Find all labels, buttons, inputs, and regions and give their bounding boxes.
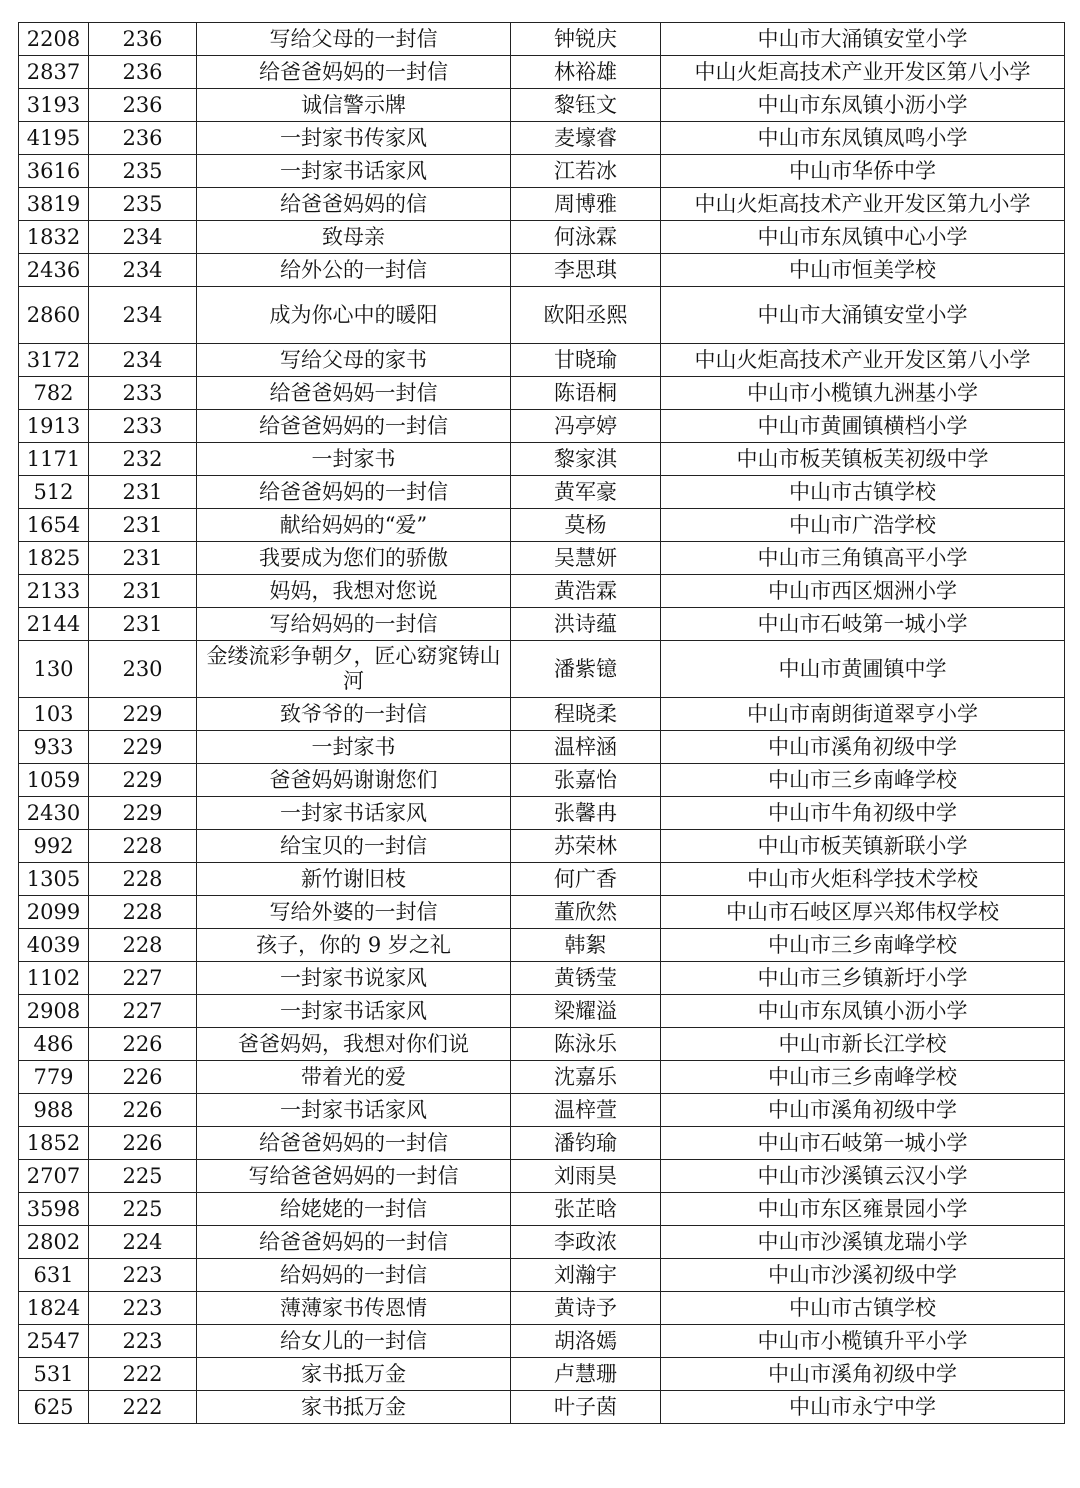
work-title-cell: 一封家书	[197, 443, 511, 476]
table-row	[19, 344, 1065, 377]
school-cell: 中山市东区雍景园小学	[661, 1193, 1065, 1226]
table-row	[19, 797, 1065, 830]
table-row	[19, 1358, 1065, 1391]
author-cell: 沈嘉乐	[511, 1061, 661, 1094]
score-cell: 234	[89, 254, 197, 287]
work-title-cell: 我要成为您们的骄傲	[197, 542, 511, 575]
entry-id-cell: 933	[19, 731, 89, 764]
score-cell: 231	[89, 476, 197, 509]
entry-id-cell: 2547	[19, 1325, 89, 1358]
work-title-cell: 给爸爸妈妈的信	[197, 188, 511, 221]
score-cell: 228	[89, 863, 197, 896]
work-title-cell: 一封家书话家风	[197, 797, 511, 830]
score-cell: 233	[89, 410, 197, 443]
table-row	[19, 476, 1065, 509]
school-cell: 中山市东凤镇小沥小学	[661, 995, 1065, 1028]
entry-id-cell: 2099	[19, 896, 89, 929]
table-row	[19, 1028, 1065, 1061]
entry-id-cell: 1824	[19, 1292, 89, 1325]
entry-id-cell: 512	[19, 476, 89, 509]
author-cell: 张芷晗	[511, 1193, 661, 1226]
table-row	[19, 1061, 1065, 1094]
score-cell: 236	[89, 89, 197, 122]
school-cell: 中山市古镇学校	[661, 476, 1065, 509]
entry-id-cell: 1913	[19, 410, 89, 443]
author-cell: 潘紫镱	[511, 641, 661, 698]
school-cell: 中山市南朗街道翠亨小学	[661, 698, 1065, 731]
table-row	[19, 1259, 1065, 1292]
score-cell: 223	[89, 1292, 197, 1325]
table-row	[19, 254, 1065, 287]
table-row	[19, 608, 1065, 641]
entry-id-cell: 486	[19, 1028, 89, 1061]
author-cell: 甘晓瑜	[511, 344, 661, 377]
school-cell: 中山市三乡镇新圩小学	[661, 962, 1065, 995]
score-cell: 223	[89, 1325, 197, 1358]
score-cell: 229	[89, 698, 197, 731]
school-cell: 中山市小榄镇九洲基小学	[661, 377, 1065, 410]
author-cell: 胡洛嫣	[511, 1325, 661, 1358]
score-cell: 226	[89, 1127, 197, 1160]
author-cell: 董欣然	[511, 896, 661, 929]
entry-id-cell: 2860	[19, 287, 89, 344]
entry-id-cell: 3819	[19, 188, 89, 221]
school-cell: 中山市沙溪初级中学	[661, 1259, 1065, 1292]
entry-id-cell: 782	[19, 377, 89, 410]
table-body	[19, 23, 1065, 1424]
school-cell: 中山市牛角初级中学	[661, 797, 1065, 830]
table-row	[19, 1325, 1065, 1358]
work-title-cell: 爸爸妈妈谢谢您们	[197, 764, 511, 797]
author-cell: 黎钰文	[511, 89, 661, 122]
author-cell: 刘雨昊	[511, 1160, 661, 1193]
author-cell: 钟锐庆	[511, 23, 661, 56]
table-row	[19, 641, 1065, 698]
entry-id-cell: 2430	[19, 797, 89, 830]
work-title-cell: 家书抵万金	[197, 1358, 511, 1391]
school-cell: 中山市板芙镇新联小学	[661, 830, 1065, 863]
school-cell: 中山市永宁中学	[661, 1391, 1065, 1424]
entry-id-cell: 2802	[19, 1226, 89, 1259]
table-row	[19, 1193, 1065, 1226]
author-cell: 梁耀溢	[511, 995, 661, 1028]
score-cell: 227	[89, 962, 197, 995]
author-cell: 苏荣林	[511, 830, 661, 863]
school-cell: 中山市新长江学校	[661, 1028, 1065, 1061]
entry-id-cell: 1832	[19, 221, 89, 254]
score-cell: 228	[89, 830, 197, 863]
entry-id-cell: 2436	[19, 254, 89, 287]
author-cell: 韩絮	[511, 929, 661, 962]
work-title-cell: 致爷爷的一封信	[197, 698, 511, 731]
author-cell: 何泳霖	[511, 221, 661, 254]
entry-id-cell: 1825	[19, 542, 89, 575]
table-row	[19, 122, 1065, 155]
entry-id-cell: 2707	[19, 1160, 89, 1193]
author-cell: 林裕雄	[511, 56, 661, 89]
score-cell: 227	[89, 995, 197, 1028]
entry-id-cell: 2144	[19, 608, 89, 641]
work-title-cell: 金缕流彩争朝夕，匠心窈窕铸山河	[197, 641, 511, 698]
work-title-cell: 给爸爸妈妈的一封信	[197, 1127, 511, 1160]
work-title-cell: 一封家书传家风	[197, 122, 511, 155]
author-cell: 黎家淇	[511, 443, 661, 476]
score-cell: 233	[89, 377, 197, 410]
school-cell: 中山市大涌镇安堂小学	[661, 287, 1065, 344]
author-cell: 卢慧珊	[511, 1358, 661, 1391]
author-cell: 潘钧瑜	[511, 1127, 661, 1160]
school-cell: 中山市石岐区厚兴郑伟权学校	[661, 896, 1065, 929]
author-cell: 欧阳丞熙	[511, 287, 661, 344]
school-cell: 中山市三乡南峰学校	[661, 929, 1065, 962]
score-cell: 228	[89, 929, 197, 962]
school-cell: 中山市板芙镇板芙初级中学	[661, 443, 1065, 476]
score-cell: 223	[89, 1259, 197, 1292]
work-title-cell: 给爸爸妈妈的一封信	[197, 476, 511, 509]
work-title-cell: 给姥姥的一封信	[197, 1193, 511, 1226]
author-cell: 李政浓	[511, 1226, 661, 1259]
score-cell: 231	[89, 575, 197, 608]
entry-id-cell: 3193	[19, 89, 89, 122]
work-title-cell: 家书抵万金	[197, 1391, 511, 1424]
entry-id-cell: 2837	[19, 56, 89, 89]
work-title-cell: 写给父母的一封信	[197, 23, 511, 56]
work-title-cell: 给爸爸妈妈的一封信	[197, 56, 511, 89]
work-title-cell: 给女儿的一封信	[197, 1325, 511, 1358]
work-title-cell: 一封家书说家风	[197, 962, 511, 995]
entry-id-cell: 103	[19, 698, 89, 731]
author-cell: 叶子茵	[511, 1391, 661, 1424]
work-title-cell: 致母亲	[197, 221, 511, 254]
table-row	[19, 155, 1065, 188]
table-row	[19, 929, 1065, 962]
score-cell: 234	[89, 287, 197, 344]
school-cell: 中山火炬高技术产业开发区第九小学	[661, 188, 1065, 221]
score-cell: 232	[89, 443, 197, 476]
school-cell: 中山市三乡南峰学校	[661, 1061, 1065, 1094]
entry-id-cell: 779	[19, 1061, 89, 1094]
table-row	[19, 731, 1065, 764]
score-cell: 228	[89, 896, 197, 929]
entry-id-cell: 1102	[19, 962, 89, 995]
school-cell: 中山市沙溪镇龙瑞小学	[661, 1226, 1065, 1259]
work-title-cell: 给妈妈的一封信	[197, 1259, 511, 1292]
work-title-cell: 成为你心中的暖阳	[197, 287, 511, 344]
table-row	[19, 287, 1065, 344]
table-row	[19, 575, 1065, 608]
work-title-cell: 献给妈妈的“爱”	[197, 509, 511, 542]
work-title-cell: 孩子，你的 9 岁之礼	[197, 929, 511, 962]
entry-id-cell: 1305	[19, 863, 89, 896]
school-cell: 中山市东凤镇中心小学	[661, 221, 1065, 254]
entry-id-cell: 4195	[19, 122, 89, 155]
school-cell: 中山市三乡南峰学校	[661, 764, 1065, 797]
work-title-cell: 薄薄家书传恩情	[197, 1292, 511, 1325]
score-cell: 226	[89, 1028, 197, 1061]
school-cell: 中山市恒美学校	[661, 254, 1065, 287]
score-cell: 230	[89, 641, 197, 698]
author-cell: 温梓萱	[511, 1094, 661, 1127]
table-row	[19, 830, 1065, 863]
work-title-cell: 给宝贝的一封信	[197, 830, 511, 863]
table-row	[19, 995, 1065, 1028]
school-cell: 中山市西区烟洲小学	[661, 575, 1065, 608]
table-row	[19, 1127, 1065, 1160]
entry-id-cell: 631	[19, 1259, 89, 1292]
table-row	[19, 509, 1065, 542]
work-title-cell: 写给父母的家书	[197, 344, 511, 377]
score-cell: 236	[89, 122, 197, 155]
score-cell: 236	[89, 56, 197, 89]
school-cell: 中山市溪角初级中学	[661, 1094, 1065, 1127]
score-cell: 225	[89, 1160, 197, 1193]
school-cell: 中山市黄圃镇中学	[661, 641, 1065, 698]
score-cell: 236	[89, 23, 197, 56]
table-row	[19, 221, 1065, 254]
score-cell: 224	[89, 1226, 197, 1259]
entry-id-cell: 1654	[19, 509, 89, 542]
entry-id-cell: 625	[19, 1391, 89, 1424]
author-cell: 陈泳乐	[511, 1028, 661, 1061]
table-row	[19, 23, 1065, 56]
score-cell: 222	[89, 1358, 197, 1391]
entry-id-cell: 1852	[19, 1127, 89, 1160]
table-row	[19, 764, 1065, 797]
entry-id-cell: 3616	[19, 155, 89, 188]
entry-id-cell: 531	[19, 1358, 89, 1391]
score-cell: 235	[89, 155, 197, 188]
school-cell: 中山市溪角初级中学	[661, 1358, 1065, 1391]
table-row	[19, 542, 1065, 575]
author-cell: 温梓涵	[511, 731, 661, 764]
work-title-cell: 爸爸妈妈，我想对你们说	[197, 1028, 511, 1061]
work-title-cell: 妈妈，我想对您说	[197, 575, 511, 608]
author-cell: 冯亭婷	[511, 410, 661, 443]
score-cell: 231	[89, 509, 197, 542]
school-cell: 中山火炬高技术产业开发区第八小学	[661, 344, 1065, 377]
table-row	[19, 1391, 1065, 1424]
school-cell: 中山市石岐第一城小学	[661, 608, 1065, 641]
table-row	[19, 863, 1065, 896]
school-cell: 中山市沙溪镇云汉小学	[661, 1160, 1065, 1193]
award-list-table	[18, 22, 1065, 1424]
author-cell: 张馨冉	[511, 797, 661, 830]
table-row	[19, 698, 1065, 731]
score-cell: 225	[89, 1193, 197, 1226]
author-cell: 黄军豪	[511, 476, 661, 509]
score-cell: 222	[89, 1391, 197, 1424]
table-row	[19, 962, 1065, 995]
work-title-cell: 写给爸爸妈妈的一封信	[197, 1160, 511, 1193]
school-cell: 中山火炬高技术产业开发区第八小学	[661, 56, 1065, 89]
school-cell: 中山市东凤镇凤鸣小学	[661, 122, 1065, 155]
author-cell: 张嘉怡	[511, 764, 661, 797]
school-cell: 中山市广浩学校	[661, 509, 1065, 542]
work-title-cell: 新竹谢旧枝	[197, 863, 511, 896]
table-row	[19, 1160, 1065, 1193]
table-row	[19, 410, 1065, 443]
school-cell: 中山市大涌镇安堂小学	[661, 23, 1065, 56]
entry-id-cell: 2908	[19, 995, 89, 1028]
table-row	[19, 1292, 1065, 1325]
score-cell: 234	[89, 221, 197, 254]
work-title-cell: 一封家书话家风	[197, 1094, 511, 1127]
author-cell: 吴慧妍	[511, 542, 661, 575]
work-title-cell: 带着光的爱	[197, 1061, 511, 1094]
entry-id-cell: 988	[19, 1094, 89, 1127]
score-cell: 231	[89, 542, 197, 575]
entry-id-cell: 130	[19, 641, 89, 698]
school-cell: 中山市黄圃镇横档小学	[661, 410, 1065, 443]
author-cell: 江若冰	[511, 155, 661, 188]
school-cell: 中山市华侨中学	[661, 155, 1065, 188]
score-cell: 229	[89, 731, 197, 764]
entry-id-cell: 3172	[19, 344, 89, 377]
entry-id-cell: 2133	[19, 575, 89, 608]
entry-id-cell: 992	[19, 830, 89, 863]
table-row	[19, 377, 1065, 410]
score-cell: 235	[89, 188, 197, 221]
work-title-cell: 写给妈妈的一封信	[197, 608, 511, 641]
table-row	[19, 1226, 1065, 1259]
school-cell: 中山市古镇学校	[661, 1292, 1065, 1325]
entry-id-cell: 4039	[19, 929, 89, 962]
table-row	[19, 1094, 1065, 1127]
school-cell: 中山市小榄镇升平小学	[661, 1325, 1065, 1358]
author-cell: 陈语桐	[511, 377, 661, 410]
work-title-cell: 给爸爸妈妈的一封信	[197, 1226, 511, 1259]
author-cell: 黄锈莹	[511, 962, 661, 995]
work-title-cell: 给爸爸妈妈一封信	[197, 377, 511, 410]
author-cell: 何广香	[511, 863, 661, 896]
author-cell: 麦壕睿	[511, 122, 661, 155]
school-cell: 中山市石岐第一城小学	[661, 1127, 1065, 1160]
entry-id-cell: 1171	[19, 443, 89, 476]
school-cell: 中山市东凤镇小沥小学	[661, 89, 1065, 122]
score-cell: 234	[89, 344, 197, 377]
author-cell: 黄诗予	[511, 1292, 661, 1325]
table-row	[19, 443, 1065, 476]
author-cell: 程晓柔	[511, 698, 661, 731]
work-title-cell: 一封家书	[197, 731, 511, 764]
author-cell: 周博雅	[511, 188, 661, 221]
school-cell: 中山市火炬科学技术学校	[661, 863, 1065, 896]
school-cell: 中山市三角镇高平小学	[661, 542, 1065, 575]
table-row	[19, 56, 1065, 89]
author-cell: 洪诗蕴	[511, 608, 661, 641]
school-cell: 中山市溪角初级中学	[661, 731, 1065, 764]
work-title-cell: 一封家书话家风	[197, 155, 511, 188]
table-row	[19, 188, 1065, 221]
score-cell: 231	[89, 608, 197, 641]
table-row	[19, 89, 1065, 122]
work-title-cell: 一封家书话家风	[197, 995, 511, 1028]
work-title-cell: 给外公的一封信	[197, 254, 511, 287]
author-cell: 莫杨	[511, 509, 661, 542]
work-title-cell: 写给外婆的一封信	[197, 896, 511, 929]
entry-id-cell: 2208	[19, 23, 89, 56]
score-cell: 226	[89, 1061, 197, 1094]
score-cell: 226	[89, 1094, 197, 1127]
entry-id-cell: 3598	[19, 1193, 89, 1226]
author-cell: 李思琪	[511, 254, 661, 287]
entry-id-cell: 1059	[19, 764, 89, 797]
score-cell: 229	[89, 764, 197, 797]
score-cell: 229	[89, 797, 197, 830]
author-cell: 黄浩霖	[511, 575, 661, 608]
author-cell: 刘瀚宇	[511, 1259, 661, 1292]
work-title-cell: 诚信警示牌	[197, 89, 511, 122]
table-row	[19, 896, 1065, 929]
work-title-cell: 给爸爸妈妈的一封信	[197, 410, 511, 443]
